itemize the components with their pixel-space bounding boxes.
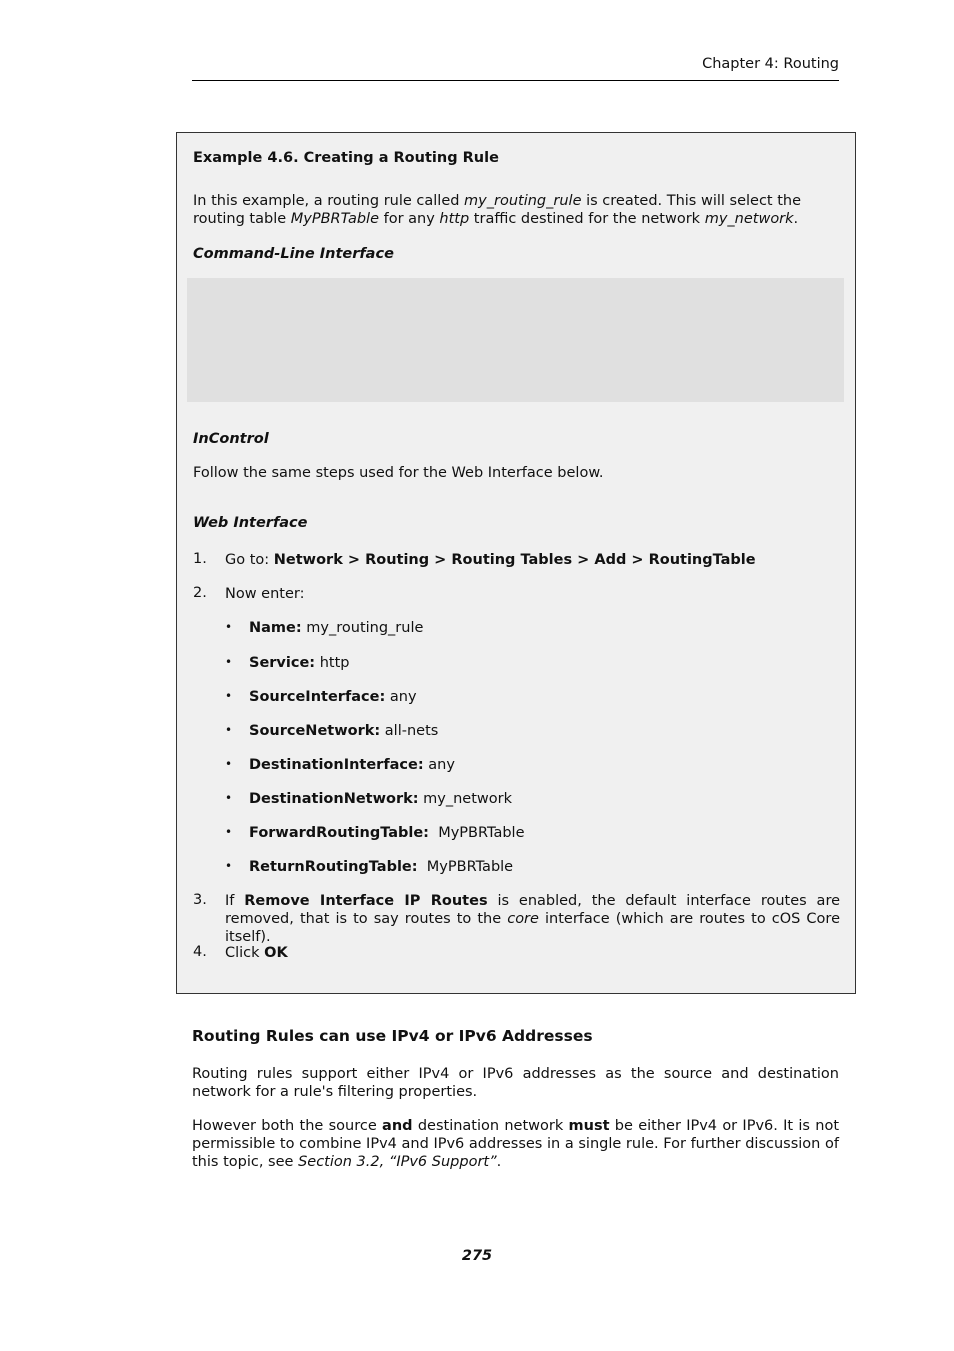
- step-number: 2.: [193, 585, 207, 601]
- step-2: Now enter:: [225, 586, 305, 602]
- network-name: my_network: [704, 211, 794, 227]
- cross-reference-link[interactable]: Section 3.2, “IPv6 Support”: [298, 1154, 497, 1170]
- bullet: •: [225, 723, 233, 737]
- step-3: If Remove Interface IP Routes is enabled, the default interface routes are removed, that is to say routes to the core interface (which are routes to cOS Core itself).: [225, 893, 841, 945]
- example-intro: In this example, a routing rule called my_routing_rule is created. This will select the routing table MyPBRTable for any http traffic destined for the network my_network.: [193, 193, 802, 227]
- step-1: Go to: Network > Routing > Routing Tables > Add > RoutingTable: [225, 552, 756, 568]
- service-name: http: [439, 211, 470, 227]
- field-forward-routing-table: ForwardRoutingTable: MyPBRTable: [249, 825, 525, 841]
- menu-path: Network > Routing > Routing Tables > Add > RoutingTable: [273, 552, 756, 568]
- bullet: •: [225, 825, 233, 839]
- bullet: •: [225, 655, 233, 669]
- example-box: [176, 132, 856, 994]
- incontrol-text: Follow the same steps used for the Web Interface below.: [193, 465, 604, 481]
- section-paragraph-2: However both the source and destination network must be either IPv4 or IPv6. It is not permissible to combine IPv4 and IPv6 addresses in a single rule. For further discussion of this topic, see Section 3.2, “IPv6 Support”.: [192, 1118, 839, 1170]
- field-destination-interface: DestinationInterface: any: [249, 757, 455, 773]
- step-number: 1.: [193, 551, 207, 567]
- chapter-header: Chapter 4: Routing: [702, 56, 839, 72]
- cli-code-block: [187, 278, 844, 402]
- field-return-routing-table: ReturnRoutingTable: MyPBRTable: [249, 859, 514, 875]
- page-number: 275: [461, 1248, 493, 1264]
- section-title: Routing Rules can use IPv4 or IPv6 Addresses: [192, 1027, 593, 1045]
- example-title: Example 4.6. Creating a Routing Rule: [193, 150, 499, 166]
- header-rule: [192, 80, 839, 81]
- incontrol-heading: InControl: [193, 431, 269, 447]
- web-interface-heading: Web Interface: [193, 515, 308, 531]
- table-name: MyPBRTable: [290, 211, 379, 227]
- field-service: Service: http: [249, 655, 350, 671]
- bullet: •: [225, 757, 233, 771]
- field-destination-network: DestinationNetwork: my_network: [249, 791, 512, 807]
- bullet: •: [225, 620, 233, 634]
- field-source-interface: SourceInterface: any: [249, 689, 417, 705]
- field-name: Name: my_routing_rule: [249, 620, 424, 636]
- section-paragraph-1: Routing rules support either IPv4 or IPv6 addresses as the source and destination network for a rule's filtering properties.: [192, 1066, 839, 1100]
- bullet: •: [225, 689, 233, 703]
- step-number: 3.: [193, 892, 207, 908]
- step-number: 4.: [193, 944, 207, 960]
- rule-name: my_routing_rule: [464, 193, 582, 209]
- bullet: •: [225, 791, 233, 805]
- step-4: Click OK: [225, 945, 288, 961]
- field-source-network: SourceNetwork: all-nets: [249, 723, 439, 739]
- bullet: •: [225, 859, 233, 873]
- cli-heading: Command-Line Interface: [193, 246, 394, 262]
- ok-label: OK: [264, 945, 288, 961]
